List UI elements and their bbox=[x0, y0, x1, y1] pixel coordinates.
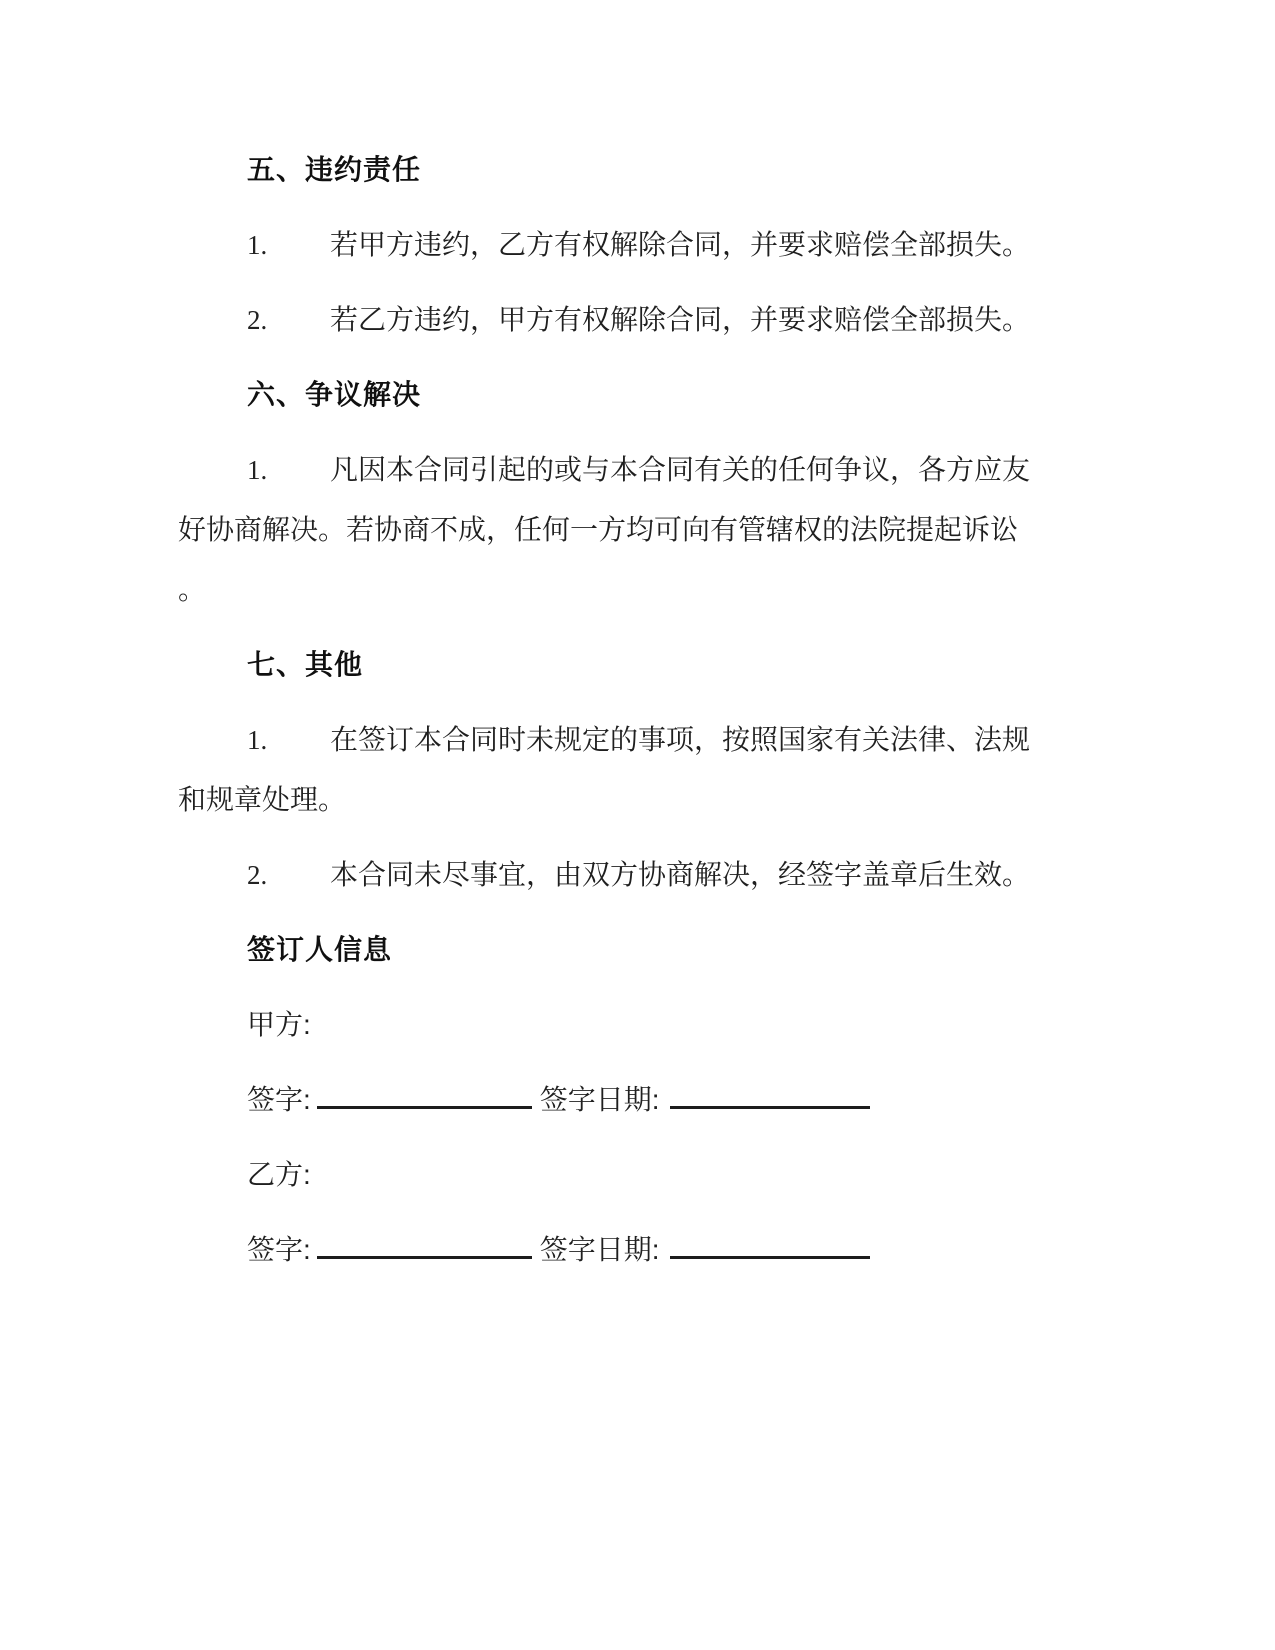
list-item-continuation-line: 好协商解决。若协商不成，任何一方均可向有管辖权的法院提起诉讼 bbox=[178, 514, 1019, 545]
signature-row bbox=[178, 1070, 1105, 1130]
signature-label: 签字: bbox=[247, 1084, 311, 1115]
list-number: 2. bbox=[247, 305, 268, 335]
signature-blank-line bbox=[317, 1081, 532, 1109]
list-item-text: 在签订本合同时未规定的事项，按照国家有关法律、法规 bbox=[330, 724, 1031, 755]
list-item-first-line bbox=[178, 215, 1105, 275]
list-item-text: 凡因本合同引起的或与本合同有关的任何争议，各方应友 bbox=[330, 454, 1031, 485]
list-item-continuation-line: 。 bbox=[178, 574, 207, 605]
list-item-first-line bbox=[178, 710, 1105, 770]
section-heading bbox=[178, 140, 1105, 200]
section-heading-text: 七、其他 bbox=[247, 649, 364, 680]
list-number: 1. bbox=[247, 230, 268, 260]
section-heading-text: 签订人信息 bbox=[247, 934, 393, 965]
party-label: 甲方: bbox=[247, 1009, 311, 1040]
section-heading-text: 五、违约责任 bbox=[247, 154, 422, 185]
list-item-text: 若甲方违约，乙方有权解除合同，并要求赔偿全部损失。 bbox=[330, 229, 1031, 260]
list-number: 1. bbox=[247, 455, 268, 485]
signature-date-label: 签字日期: bbox=[539, 1084, 660, 1115]
party-label: 乙方: bbox=[247, 1159, 311, 1190]
section-heading bbox=[178, 635, 1105, 695]
list-item-text: 若乙方违约，甲方有权解除合同，并要求赔偿全部损失。 bbox=[330, 304, 1031, 335]
signature-blank-line bbox=[317, 1231, 532, 1259]
signature-label: 签字: bbox=[247, 1234, 311, 1265]
list-number: 1. bbox=[247, 725, 268, 755]
numbered-item bbox=[178, 290, 1105, 350]
signature-date-blank-line bbox=[670, 1081, 870, 1109]
party-line bbox=[178, 1145, 1105, 1205]
party-line bbox=[178, 995, 1105, 1055]
signature-row bbox=[178, 1220, 1105, 1280]
section-heading-text: 六、争议解决 bbox=[247, 379, 422, 410]
numbered-item bbox=[178, 440, 1105, 620]
section-heading bbox=[178, 365, 1105, 425]
list-item-text: 本合同未尽事宜，由双方协商解决，经签字盖章后生效。 bbox=[330, 859, 1031, 890]
numbered-item bbox=[178, 215, 1105, 275]
numbered-item bbox=[178, 845, 1105, 905]
signature-date-blank-line bbox=[670, 1231, 870, 1259]
signature-date-label: 签字日期: bbox=[539, 1234, 660, 1265]
list-item-first-line bbox=[178, 440, 1105, 500]
numbered-item bbox=[178, 710, 1105, 830]
list-number: 2. bbox=[247, 860, 268, 890]
list-item-first-line bbox=[178, 845, 1105, 905]
section-heading bbox=[178, 920, 1105, 980]
list-item-continuation-line: 和规章处理。 bbox=[178, 784, 347, 815]
list-item-first-line bbox=[178, 290, 1105, 350]
